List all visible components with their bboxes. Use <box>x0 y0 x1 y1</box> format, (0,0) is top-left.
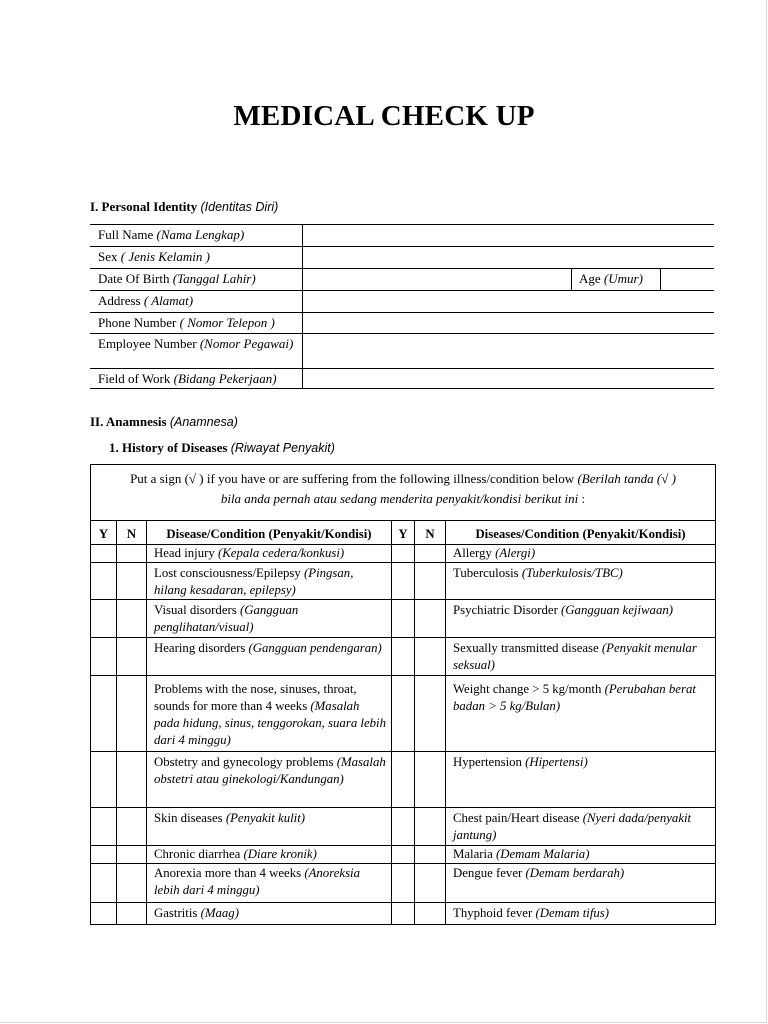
table-row <box>91 846 715 864</box>
checkbox-yes-left[interactable] <box>91 545 117 562</box>
disease-left: Problems with the nose, sinuses, throat, sounds for more than 4 weeks (Masalah pada hidung, sinus, tenggorokan, suara lebih dari 4 minggu) <box>147 676 392 751</box>
disease-right: Weight change > 5 kg/month (Perubahan berat badan > 5 kg/Bulan) <box>453 682 696 713</box>
phone-number-field[interactable] <box>303 313 714 333</box>
section-anamnesis <box>90 414 238 430</box>
checkbox-yes-right[interactable] <box>392 846 415 863</box>
checkbox-yes-left[interactable] <box>91 846 117 863</box>
disease-right: Dengue fever (Demam berdarah) <box>453 866 625 880</box>
field-row-field-of-work <box>90 368 714 389</box>
disease-left: Gastritis (Maag) <box>147 903 392 924</box>
checkbox-yes-right[interactable] <box>392 864 415 902</box>
disease-left: Visual disorders (Gangguan penglihatan/visual) <box>147 600 392 637</box>
table-row <box>91 676 715 752</box>
checkbox-yes-left[interactable] <box>91 903 117 924</box>
field-row-phone-number <box>90 312 714 333</box>
disease-left: Skin diseases (Penyakit kulit) <box>147 808 392 845</box>
checkbox-no-right[interactable] <box>415 752 446 807</box>
header-n-right: N <box>415 521 446 544</box>
field-row-full-name <box>90 224 714 246</box>
instruction-text: Put a sign (√ ) if you have or are suffering from the following illness/condition below (Berilah tanda (√ ) bila anda pernah atau sedang menderita penyakit/kondisi berikut ini : <box>91 465 715 521</box>
checkbox-no-right[interactable] <box>415 846 446 863</box>
checkbox-yes-right[interactable] <box>392 600 415 637</box>
table-row <box>91 638 715 676</box>
sex-field[interactable] <box>303 247 714 268</box>
disease-right: Thyphoid fever (Demam tifus) <box>453 906 610 920</box>
disease-history-table <box>90 464 716 925</box>
field-label: Field of Work (Bidang Pekerjaan) <box>90 369 303 388</box>
checkbox-no-left[interactable] <box>117 563 147 599</box>
field-label: Employee Number (Nomor Pegawai) <box>90 334 303 368</box>
checkbox-yes-right[interactable] <box>392 808 415 845</box>
disease-left: Anorexia more than 4 weeks (Anoreksia lebih dari 4 minggu) <box>147 864 392 902</box>
checkbox-no-left[interactable] <box>117 808 147 845</box>
checkbox-yes-right[interactable] <box>392 563 415 599</box>
checkbox-no-left[interactable] <box>117 676 147 751</box>
field-row-sex <box>90 246 714 268</box>
checkbox-yes-left[interactable] <box>91 864 117 902</box>
header-disease-right: Diseases/Condition (Penyakit/Kondisi) <box>475 527 686 541</box>
field-label: Sex ( Jenis Kelamin ) <box>90 247 303 268</box>
disease-right: Hypertension (Hipertensi) <box>453 755 588 769</box>
section-personal-identity <box>90 199 278 215</box>
checkbox-yes-right[interactable] <box>392 545 415 562</box>
disease-grid <box>91 521 715 925</box>
date-of-birth-field[interactable] <box>303 269 714 290</box>
table-row <box>91 903 715 925</box>
table-row <box>91 808 715 846</box>
checkbox-no-right[interactable] <box>415 545 446 562</box>
table-row <box>91 752 715 808</box>
header-y-left: Y <box>91 521 117 544</box>
checkbox-no-right[interactable] <box>415 808 446 845</box>
checkbox-no-left[interactable] <box>117 903 147 924</box>
table-row <box>91 545 715 563</box>
field-label: Date Of Birth (Tanggal Lahir) <box>90 269 303 290</box>
age-field[interactable] <box>660 269 661 290</box>
checkbox-yes-right[interactable] <box>392 638 415 675</box>
section-label: 1. History of Diseases <box>109 440 228 455</box>
checkbox-yes-left[interactable] <box>91 563 117 599</box>
section-label: I. Personal Identity <box>90 199 198 214</box>
checkbox-no-left[interactable] <box>117 545 147 562</box>
table-header-row <box>91 521 715 545</box>
checkbox-yes-right[interactable] <box>392 752 415 807</box>
header-n-left: N <box>117 521 147 544</box>
disease-left: Hearing disorders (Gangguan pendengaran) <box>147 638 392 675</box>
checkbox-yes-left[interactable] <box>91 752 117 807</box>
checkbox-no-right[interactable] <box>415 638 446 675</box>
disease-right: Psychiatric Disorder (Gangguan kejiwaan) <box>453 603 674 617</box>
section-history-of-diseases <box>109 440 335 456</box>
age-label: Age (Umur) <box>579 271 643 286</box>
age-divider <box>571 269 572 290</box>
checkbox-yes-right[interactable] <box>392 676 415 751</box>
disease-left: Head injury (Kepala cedera/konkusi) <box>147 545 392 562</box>
checkbox-no-left[interactable] <box>117 752 147 807</box>
section-label-translation: (Identitas Diri) <box>200 200 279 214</box>
section-label-translation: (Riwayat Penyakit) <box>230 441 335 455</box>
field-label: Full Name (Nama Lengkap) <box>90 225 303 246</box>
header-y-right: Y <box>392 521 415 544</box>
disease-right: Allergy (Alergi) <box>453 546 536 560</box>
field-row-date-of-birth <box>90 268 714 290</box>
page-title: MEDICAL CHECK UP <box>233 100 535 132</box>
field-of-work-field[interactable] <box>303 369 714 388</box>
personal-identity-table <box>90 224 714 389</box>
checkbox-no-right[interactable] <box>415 903 446 924</box>
checkbox-yes-left[interactable] <box>91 638 117 675</box>
table-row <box>91 864 715 903</box>
checkbox-yes-right[interactable] <box>392 903 415 924</box>
field-label: Address ( Alamat) <box>90 291 303 312</box>
disease-right: Sexually transmitted disease (Penyakit menular seksual) <box>453 641 697 672</box>
employee-number-field[interactable] <box>303 334 714 368</box>
section-label: II. Anamnesis <box>90 414 167 429</box>
checkbox-yes-left[interactable] <box>91 600 117 637</box>
checkbox-no-left[interactable] <box>117 600 147 637</box>
checkbox-yes-left[interactable] <box>91 808 117 845</box>
disease-left: Chronic diarrhea (Diare kronik) <box>147 846 392 863</box>
checkbox-no-right[interactable] <box>415 676 446 751</box>
table-row <box>91 563 715 600</box>
field-row-address <box>90 290 714 312</box>
disease-right: Malaria (Demam Malaria) <box>453 847 590 861</box>
checkbox-no-left[interactable] <box>117 864 147 902</box>
disease-right: Tuberculosis (Tuberkulosis/TBC) <box>453 566 623 580</box>
disease-right: Chest pain/Heart disease (Nyeri dada/penyakit jantung) <box>453 811 692 842</box>
full-name-field[interactable] <box>303 225 714 246</box>
disease-left: Obstetry and gynecology problems (Masalah obstetri atau ginekologi/Kandungan) <box>147 752 392 807</box>
field-label: Phone Number ( Nomor Telepon ) <box>90 313 303 333</box>
disease-left: Lost consciousness/Epilepsy (Pingsan, hilang kesadaran, epilepsy) <box>147 563 392 599</box>
header-disease-left: Disease/Condition (Penyakit/Kondisi) <box>147 521 392 544</box>
checkbox-no-left[interactable] <box>117 638 147 675</box>
checkbox-no-right[interactable] <box>415 600 446 637</box>
table-row <box>91 600 715 638</box>
section-label-translation: (Anamnesa) <box>169 415 238 429</box>
address-field[interactable] <box>303 291 714 312</box>
checkbox-yes-left[interactable] <box>91 676 117 751</box>
checkbox-no-left[interactable] <box>117 846 147 863</box>
checkbox-no-right[interactable] <box>415 864 446 902</box>
field-row-employee-number <box>90 333 714 368</box>
checkbox-no-right[interactable] <box>415 563 446 599</box>
